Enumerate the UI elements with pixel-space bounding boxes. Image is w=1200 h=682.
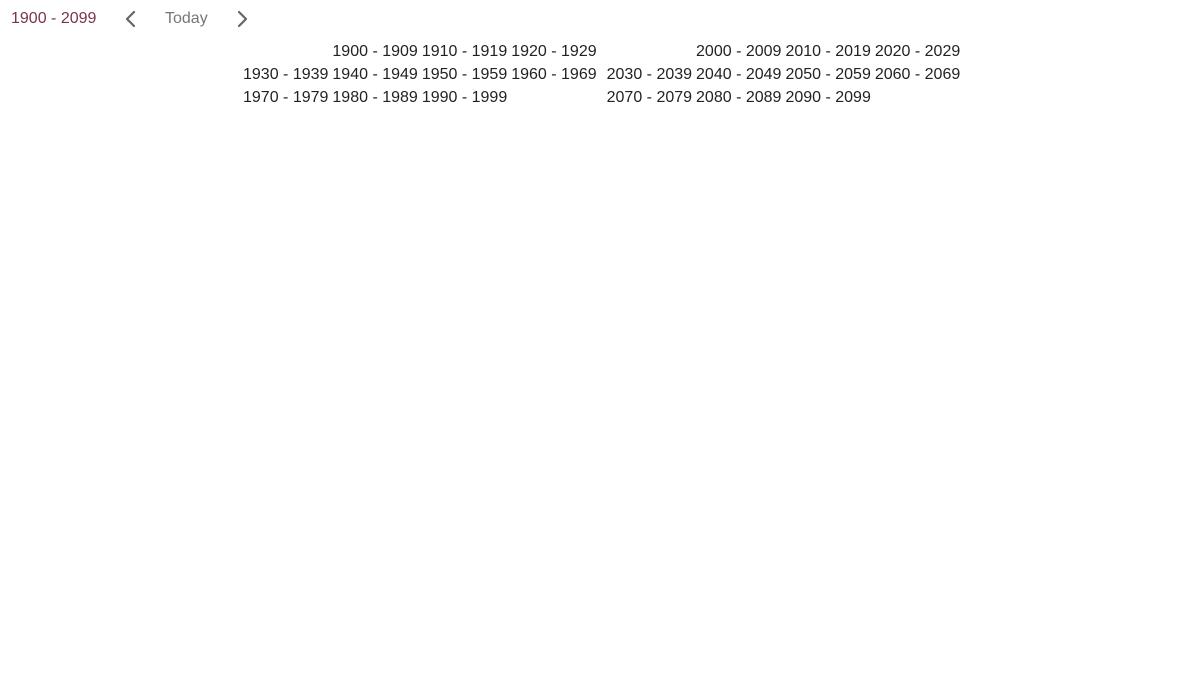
decade-cell-empty (241, 40, 330, 63)
chevron-right-icon (231, 8, 253, 30)
decade-cell[interactable]: 1910 - 1919 (421, 43, 508, 60)
decade-row (241, 86, 599, 109)
century-table-2000 (605, 40, 963, 109)
next-button[interactable] (231, 8, 253, 30)
decade-cell[interactable]: 1990 - 1999 (421, 89, 508, 106)
decade-grid (241, 40, 962, 109)
decade-cell[interactable]: 2060 - 2069 (874, 66, 961, 83)
decade-cell[interactable]: 2050 - 2059 (785, 66, 871, 83)
decade-cell[interactable]: 2070 - 2079 (606, 89, 693, 106)
decade-cell[interactable]: 1960 - 1969 (511, 66, 597, 83)
decade-cell[interactable]: 2030 - 2039 (606, 66, 693, 83)
decade-cell[interactable]: 1930 - 1939 (243, 66, 329, 83)
decade-cell[interactable]: 2000 - 2009 (696, 43, 782, 60)
range-title[interactable]: 1900 - 2099 (11, 10, 97, 27)
decade-cell[interactable]: 2090 - 2099 (785, 89, 871, 106)
decade-cell-empty (605, 40, 694, 63)
decade-cell[interactable]: 1900 - 1909 (332, 43, 418, 60)
decade-cell[interactable]: 2010 - 2019 (785, 43, 871, 60)
prev-button[interactable] (120, 8, 142, 30)
decade-cell[interactable]: 1970 - 1979 (243, 89, 329, 106)
decade-cell-empty (509, 86, 598, 109)
today-button[interactable]: Today (165, 10, 208, 27)
decade-cell[interactable]: 1940 - 1949 (332, 66, 418, 83)
decade-row (605, 86, 963, 109)
decade-cell[interactable]: 2020 - 2029 (874, 43, 961, 60)
decade-row (241, 40, 599, 63)
decade-row (605, 63, 963, 86)
decade-cell[interactable]: 2040 - 2049 (696, 66, 782, 83)
decade-cell[interactable]: 1920 - 1929 (511, 43, 597, 60)
decade-cell[interactable]: 2080 - 2089 (696, 89, 782, 106)
decade-cell[interactable]: 1980 - 1989 (332, 89, 418, 106)
century-table-1900 (241, 40, 599, 109)
decade-row (241, 63, 599, 86)
decade-row (605, 40, 963, 63)
calendar-header (0, 0, 300, 38)
decade-cell[interactable]: 1950 - 1959 (421, 66, 508, 83)
decade-cell-empty (873, 86, 962, 109)
chevron-left-icon (120, 8, 142, 30)
